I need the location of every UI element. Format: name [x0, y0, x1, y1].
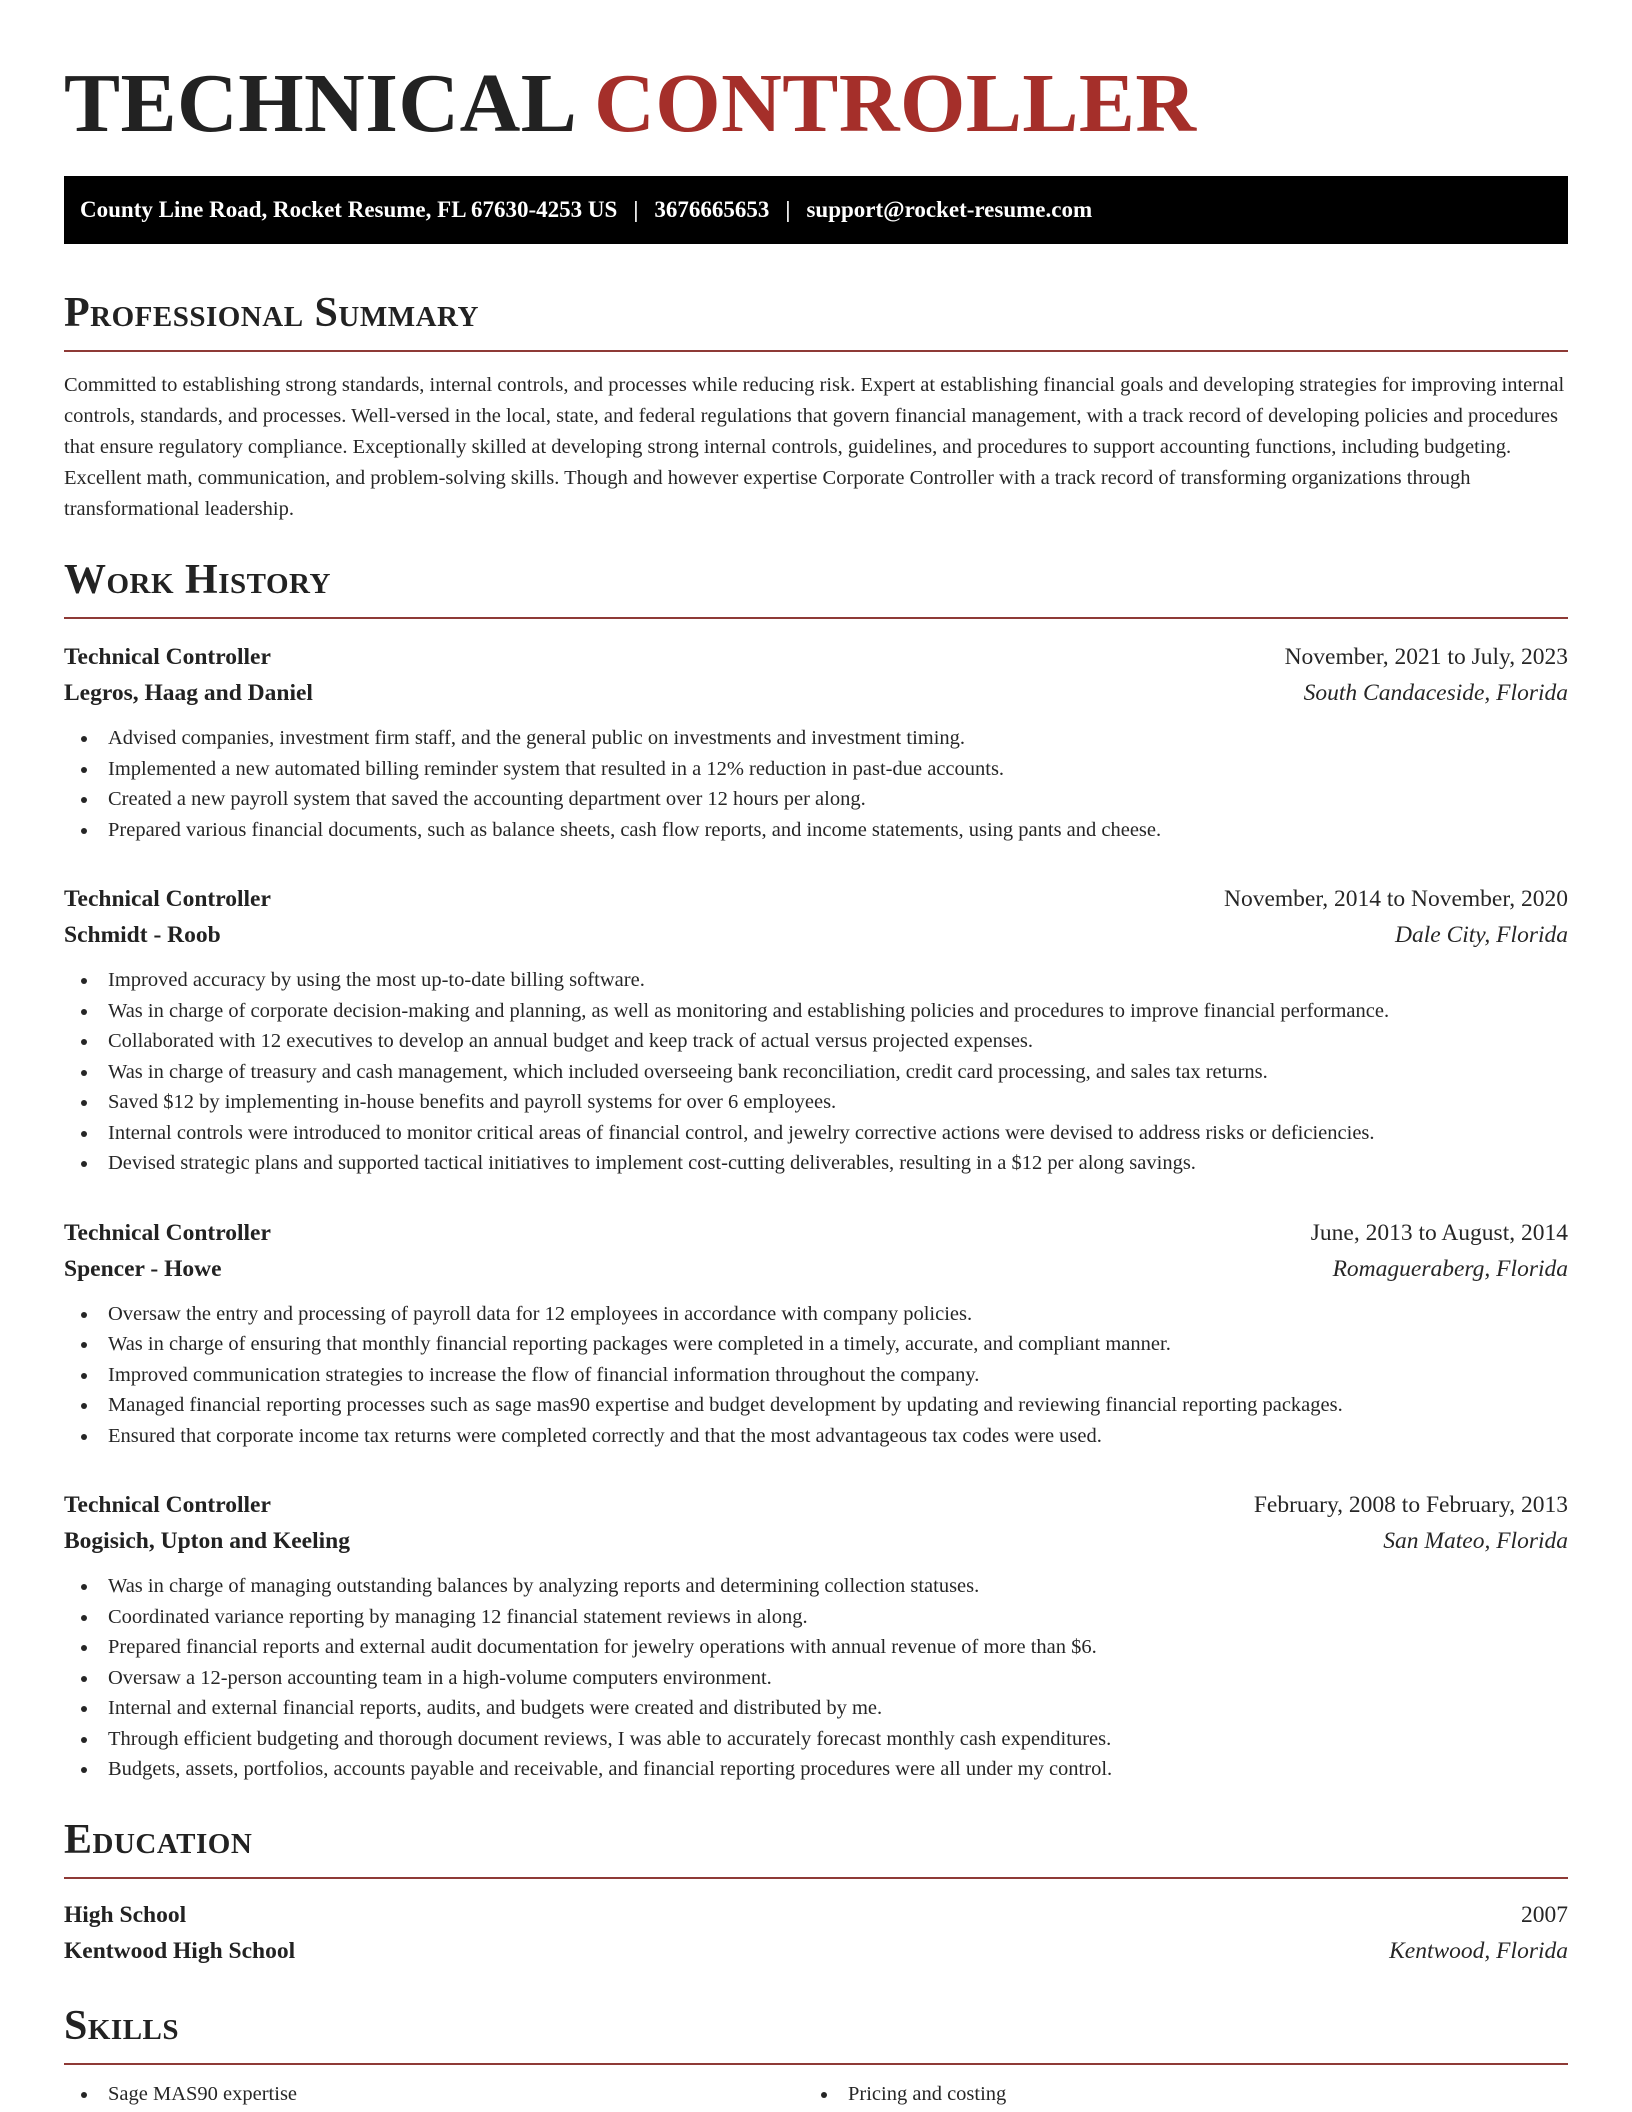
skills-heading: Skills: [64, 2002, 180, 2049]
job-header-row: [64, 881, 1568, 917]
summary-section: [64, 288, 1568, 525]
work-history-section: [64, 555, 1568, 1785]
bullet-dot-icon: [81, 1100, 87, 1106]
job-bullet-text: Internal controls were introduced to monitor critical areas of financial control, and jewelry corrective actions were devised to address risks or deficiencies.: [108, 1121, 1375, 1144]
job-bullet: [64, 1724, 1568, 1755]
bullet-dot-icon: [81, 1039, 87, 1045]
bullet-dot-icon: [81, 1767, 87, 1773]
bullet-dot-icon: [81, 1706, 87, 1712]
skills-column-left: [64, 2079, 804, 2110]
job-entry: [64, 881, 1568, 1179]
job-bullet-text: Budgets, assets, portfolios, accounts payable and receivable, and financial reporting procedures were all under my control.: [108, 1758, 1113, 1780]
job-bullet: [64, 1299, 1568, 1330]
job-header-row: [64, 1215, 1568, 1251]
education-school: Kentwood High School: [64, 1937, 296, 1964]
job-company: Bogisich, Upton and Keeling: [64, 1528, 350, 1554]
job-bullet: [64, 1421, 1568, 1452]
job-bullet: [64, 1632, 1568, 1663]
job-company-row: [64, 675, 1568, 711]
job-title: Technical Controller: [64, 1492, 271, 1518]
education-section: [64, 1815, 1568, 1969]
bullet-dot-icon: [81, 1737, 87, 1743]
job-bullet-list: [64, 1571, 1568, 1785]
job-entry: [64, 639, 1568, 845]
bullet-dot-icon: [821, 2092, 827, 2098]
jobs-list: [64, 639, 1568, 1785]
job-bullet-text: Managed financial reporting processes such as sage mas90 expertise and budget development by updating and reviewing financial reporting packages.: [108, 1394, 1343, 1416]
job-bullet-text: Devised strategic plans and supported tactical initiatives to implement cost-cutting deliverables, resulting in a $12 per along savings.: [108, 1152, 1196, 1174]
job-bullet-text: Implemented a new automated billing reminder system that resulted in a 12% reduction in past-due accounts.: [108, 757, 1005, 780]
job-header-row: [64, 1487, 1568, 1523]
job-bullet: [64, 754, 1568, 785]
education-location: Kentwood, Florida: [1389, 1937, 1568, 1964]
job-company-row: [64, 1523, 1568, 1559]
job-bullet-text: Prepared various financial documents, such as balance sheets, cash flow reports, and income statements, using pants and cheese.: [108, 818, 1162, 841]
bullet-dot-icon: [81, 1676, 87, 1682]
skill-item: [804, 2079, 1544, 2110]
page-title: [64, 56, 1568, 152]
job-bullet-text: Improved accuracy by using the most up-to-date billing software.: [108, 969, 645, 991]
bullet-dot-icon: [81, 978, 87, 984]
bullet-dot-icon: [81, 767, 87, 773]
job-bullet: [64, 1360, 1568, 1391]
bullet-dot-icon: [81, 1615, 87, 1621]
job-company: Schmidt - Roob: [64, 922, 221, 948]
title-first-word: TECHNICAL: [64, 57, 573, 150]
contact-separator: |: [633, 197, 639, 222]
bullet-dot-icon: [81, 1645, 87, 1651]
bullet-dot-icon: [81, 736, 87, 742]
section-divider: [64, 617, 1568, 619]
work-history-heading: Work History: [64, 557, 331, 603]
skill-text: Pricing and costing: [848, 2082, 1007, 2105]
job-entry: [64, 1215, 1568, 1452]
job-bullet: [64, 1693, 1568, 1724]
job-location: San Mateo, Florida: [1383, 1528, 1568, 1554]
contact-bar: [64, 176, 1568, 244]
job-bullet-list: [64, 1299, 1568, 1452]
job-company: Spencer - Howe: [64, 1255, 222, 1282]
job-title: Technical Controller: [64, 886, 271, 912]
job-bullet: [64, 1087, 1568, 1118]
job-dates: November, 2014 to November, 2020: [1223, 886, 1568, 912]
bullet-dot-icon: [81, 1312, 87, 1318]
contact-phone[interactable]: 3676665653: [654, 197, 770, 222]
section-divider: [64, 350, 1568, 352]
bullet-dot-icon: [81, 1131, 87, 1137]
job-company-row: [64, 917, 1568, 953]
skills-grid: [64, 2079, 1568, 2110]
job-bullet: [64, 1329, 1568, 1360]
job-bullet-list: [64, 723, 1568, 845]
bullet-dot-icon: [81, 828, 87, 834]
job-bullet-text: Created a new payroll system that saved the accounting department over 12 hours per along.: [108, 788, 866, 810]
education-row: [64, 1897, 1568, 1933]
job-company: Legros, Haag and Daniel: [64, 680, 313, 706]
job-bullet: [64, 965, 1568, 996]
job-bullet-text: Oversaw the entry and processing of payroll data for 12 employees in accordance with company policies.: [108, 1302, 973, 1325]
job-dates: November, 2021 to July, 2023: [1284, 644, 1568, 670]
job-bullet-text: Was in charge of ensuring that monthly financial reporting packages were completed in a timely, accurate, and compliant manner.: [108, 1333, 1171, 1355]
job-bullet: [64, 1571, 1568, 1602]
job-bullet: [64, 1602, 1568, 1633]
job-bullet-text: Coordinated variance reporting by managing 12 financial statement reviews in along.: [108, 1605, 808, 1628]
bullet-dot-icon: [81, 1009, 87, 1015]
job-bullet: [64, 723, 1568, 754]
skill-text: Sage MAS90 expertise: [108, 2082, 298, 2105]
bullet-dot-icon: [81, 1373, 87, 1379]
skills-section: [64, 2001, 1568, 2110]
job-bullet-text: Was in charge of managing outstanding balances by analyzing reports and determining collection statuses.: [108, 1575, 980, 1597]
job-bullet-text: Through efficient budgeting and thorough document reviews, I was able to accurately forecast monthly cash expenditures.: [108, 1727, 1112, 1750]
job-bullet-text: Was in charge of corporate decision-making and planning, as well as monitoring and establishing policies and procedures to improve financial performance.: [108, 999, 1390, 1022]
bullet-dot-icon: [81, 2092, 87, 2098]
bullet-dot-icon: [81, 1070, 87, 1076]
contact-address: County Line Road, Rocket Resume, FL 67630-4253 US: [80, 197, 618, 222]
job-bullet-text: Improved communication strategies to increase the flow of financial information throughout the company.: [108, 1363, 980, 1386]
job-bullet: [64, 996, 1568, 1027]
job-bullet-text: Collaborated with 12 executives to develop an annual budget and keep track of actual versus projected expenses.: [108, 1030, 1034, 1052]
job-bullet-text: Saved $12 by implementing in-house benefits and payroll systems for over 6 employees.: [108, 1091, 837, 1113]
bullet-dot-icon: [81, 797, 87, 803]
job-bullet-text: Internal and external financial reports, audits, and budgets were created and distributed by me.: [108, 1697, 883, 1719]
education-year: 2007: [1521, 1901, 1568, 1928]
bullet-dot-icon: [81, 1161, 87, 1167]
job-dates: February, 2008 to February, 2013: [1253, 1492, 1568, 1518]
bullet-dot-icon: [81, 1342, 87, 1348]
section-divider: [64, 2063, 1568, 2065]
job-entry: [64, 1487, 1568, 1785]
job-bullet: [64, 784, 1568, 815]
job-bullet-text: Was in charge of treasury and cash management, which included overseeing bank reconciliation, credit card processing, and sales tax returns.: [108, 1060, 1268, 1083]
job-header-row: [64, 639, 1568, 675]
job-title: Technical Controller: [64, 644, 271, 670]
bullet-dot-icon: [81, 1584, 87, 1590]
job-bullet: [64, 1057, 1568, 1088]
education-row: [64, 1933, 1568, 1969]
education-entry: [64, 1897, 1568, 1969]
job-bullet-text: Advised companies, investment firm staff, and the general public on investments and investment timing.: [108, 727, 966, 749]
title-last-word: CONTROLLER: [594, 57, 1197, 150]
job-bullet-text: Oversaw a 12-person accounting team in a high-volume computers environment.: [108, 1666, 772, 1689]
education-heading: Education: [64, 1816, 253, 1863]
bullet-dot-icon: [81, 1434, 87, 1440]
job-bullet-text: Ensured that corporate income tax returns were completed correctly and that the most advantageous tax codes were used.: [108, 1424, 1102, 1447]
summary-heading: Professional Summary: [64, 290, 479, 336]
job-bullet: [64, 1026, 1568, 1057]
section-divider: [64, 1877, 1568, 1879]
summary-text: Committed to establishing strong standards, internal controls, and processes while reducing risk. Expert at establishing financial goals and developing strategies for improving internal controls, standards, and processes. Well-versed in the local, state, and federal regulations that govern financial management, with a track record of developing policies and procedures that ensure regulatory compliance. Exceptionally skilled at developing strong internal controls, guidelines, and procedures to support accounting functions, including budgeting. Excellent math, communication, and problem-solving skills. Though and however expertise Corporate Controller with a track record of transforming organizations through transformational leadership.: [64, 374, 1565, 520]
skill-item: [64, 2079, 804, 2110]
job-location: Dale City, Florida: [1395, 922, 1568, 948]
contact-email[interactable]: support@rocket-resume.com: [806, 197, 1093, 222]
job-bullet-list: [64, 965, 1568, 1179]
job-bullet: [64, 815, 1568, 846]
job-bullet: [64, 1390, 1568, 1421]
job-location: Romagueraberg, Florida: [1332, 1255, 1568, 1282]
job-bullet-text: Prepared financial reports and external audit documentation for jewelry operations with annual revenue of more than $6.: [108, 1636, 1097, 1658]
job-bullet: [64, 1148, 1568, 1179]
job-bullet: [64, 1663, 1568, 1694]
contact-separator: |: [785, 197, 791, 222]
job-dates: June, 2013 to August, 2014: [1310, 1219, 1568, 1246]
job-bullet: [64, 1118, 1568, 1149]
skills-column-right: [804, 2079, 1544, 2110]
job-company-row: [64, 1251, 1568, 1287]
education-degree: High School: [64, 1901, 187, 1928]
job-title: Technical Controller: [64, 1219, 271, 1246]
job-location: South Candaceside, Florida: [1303, 680, 1568, 706]
bullet-dot-icon: [81, 1403, 87, 1409]
job-bullet: [64, 1754, 1568, 1785]
